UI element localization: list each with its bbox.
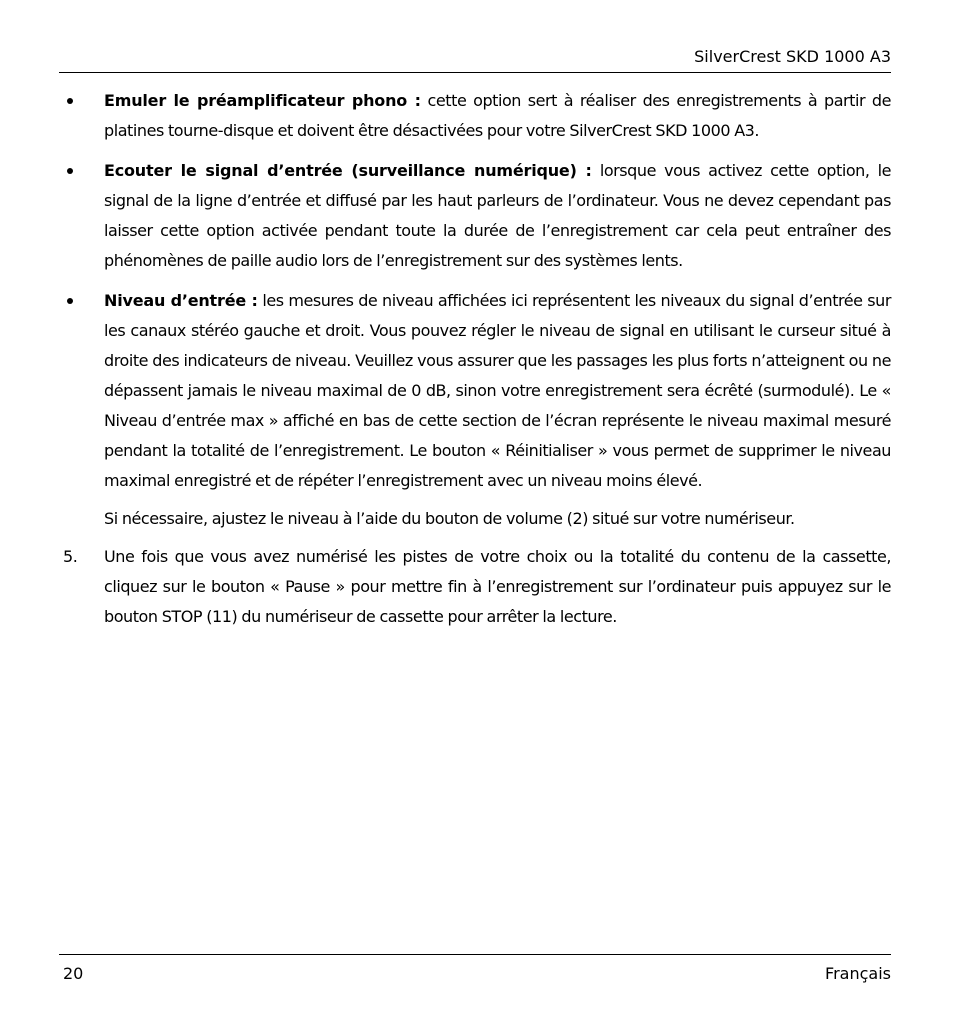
page-footer xyxy=(59,954,891,983)
bullet-term: Ecouter le signal d’entrée (surveillance numérique) : xyxy=(104,161,592,180)
bullet-item-input-level xyxy=(59,286,891,496)
bullet-item-phono-preamp xyxy=(59,86,891,146)
bullet-term: Emuler le préamplificateur phono : xyxy=(104,91,421,110)
step-number: 5. xyxy=(63,547,78,566)
bullet-text: lorsque vous activez cette option, le signal de la ligne d’entrée et diffusé par les haut parleurs de l’ordinateur. Vous ne devez cependant pas laisser cette option activée pendant toute la durée de l’enregistrement car cela peut entraîner des phénomènes de paille audio lors de l’enregistrement sur des systèmes lents. xyxy=(104,161,891,270)
page-number: 20 xyxy=(63,964,84,983)
bullet-item-input-monitoring xyxy=(59,156,891,276)
numbered-step-5 xyxy=(59,542,891,632)
page-header xyxy=(59,46,891,73)
page-content xyxy=(59,86,891,632)
bullet-icon xyxy=(67,298,73,304)
volume-note: Si nécessaire, ajustez le niveau à l’aide du bouton de volume (2) situé sur votre numériseur. xyxy=(104,509,795,528)
step-text: Une fois que vous avez numérisé les pistes de votre choix ou la totalité du contenu de la cassette, cliquez sur le bouton « Pause » pour mettre fin à l’enregistrement sur l’ordinateur puis appuyez sur le bouton STOP (11) du numériseur de cassette pour arrêter la lecture. xyxy=(104,547,891,626)
footer-language: Français xyxy=(825,964,891,983)
bullet-text: les mesures de niveau affichées ici représentent les niveaux du signal d’entrée sur les canaux stéréo gauche et droit. Vous pouvez régler le niveau de signal en utilisant le curseur situé à droite des indicateurs de niveau. Veuillez vous assurer que les passages les plus forts n’atteignent ou ne dépassent jamais le niveau maximal de 0 dB, sinon votre enregistrement sera écrêté (surmodulé). Le « Niveau d’entrée max » affiché en bas de cette section de l’écran représente le niveau maximal mesuré pendant la totalité de l’enregistrement. Le bouton « Réinitialiser » vous permet de supprimer le niveau maximal enregistré et de répéter l’enregistrement avec un niveau moins élevé. xyxy=(104,291,891,490)
bullet-term: Niveau d’entrée : xyxy=(104,291,258,310)
bullet-icon xyxy=(67,168,73,174)
header-product-name: SilverCrest SKD 1000 A3 xyxy=(694,47,891,66)
bullet-icon xyxy=(67,98,73,104)
bullet-text: cette option sert à réaliser des enregistrements à partir de platines tourne-disque et doivent être désactivées pour votre SilverCrest SKD 1000 A3. xyxy=(104,91,891,140)
